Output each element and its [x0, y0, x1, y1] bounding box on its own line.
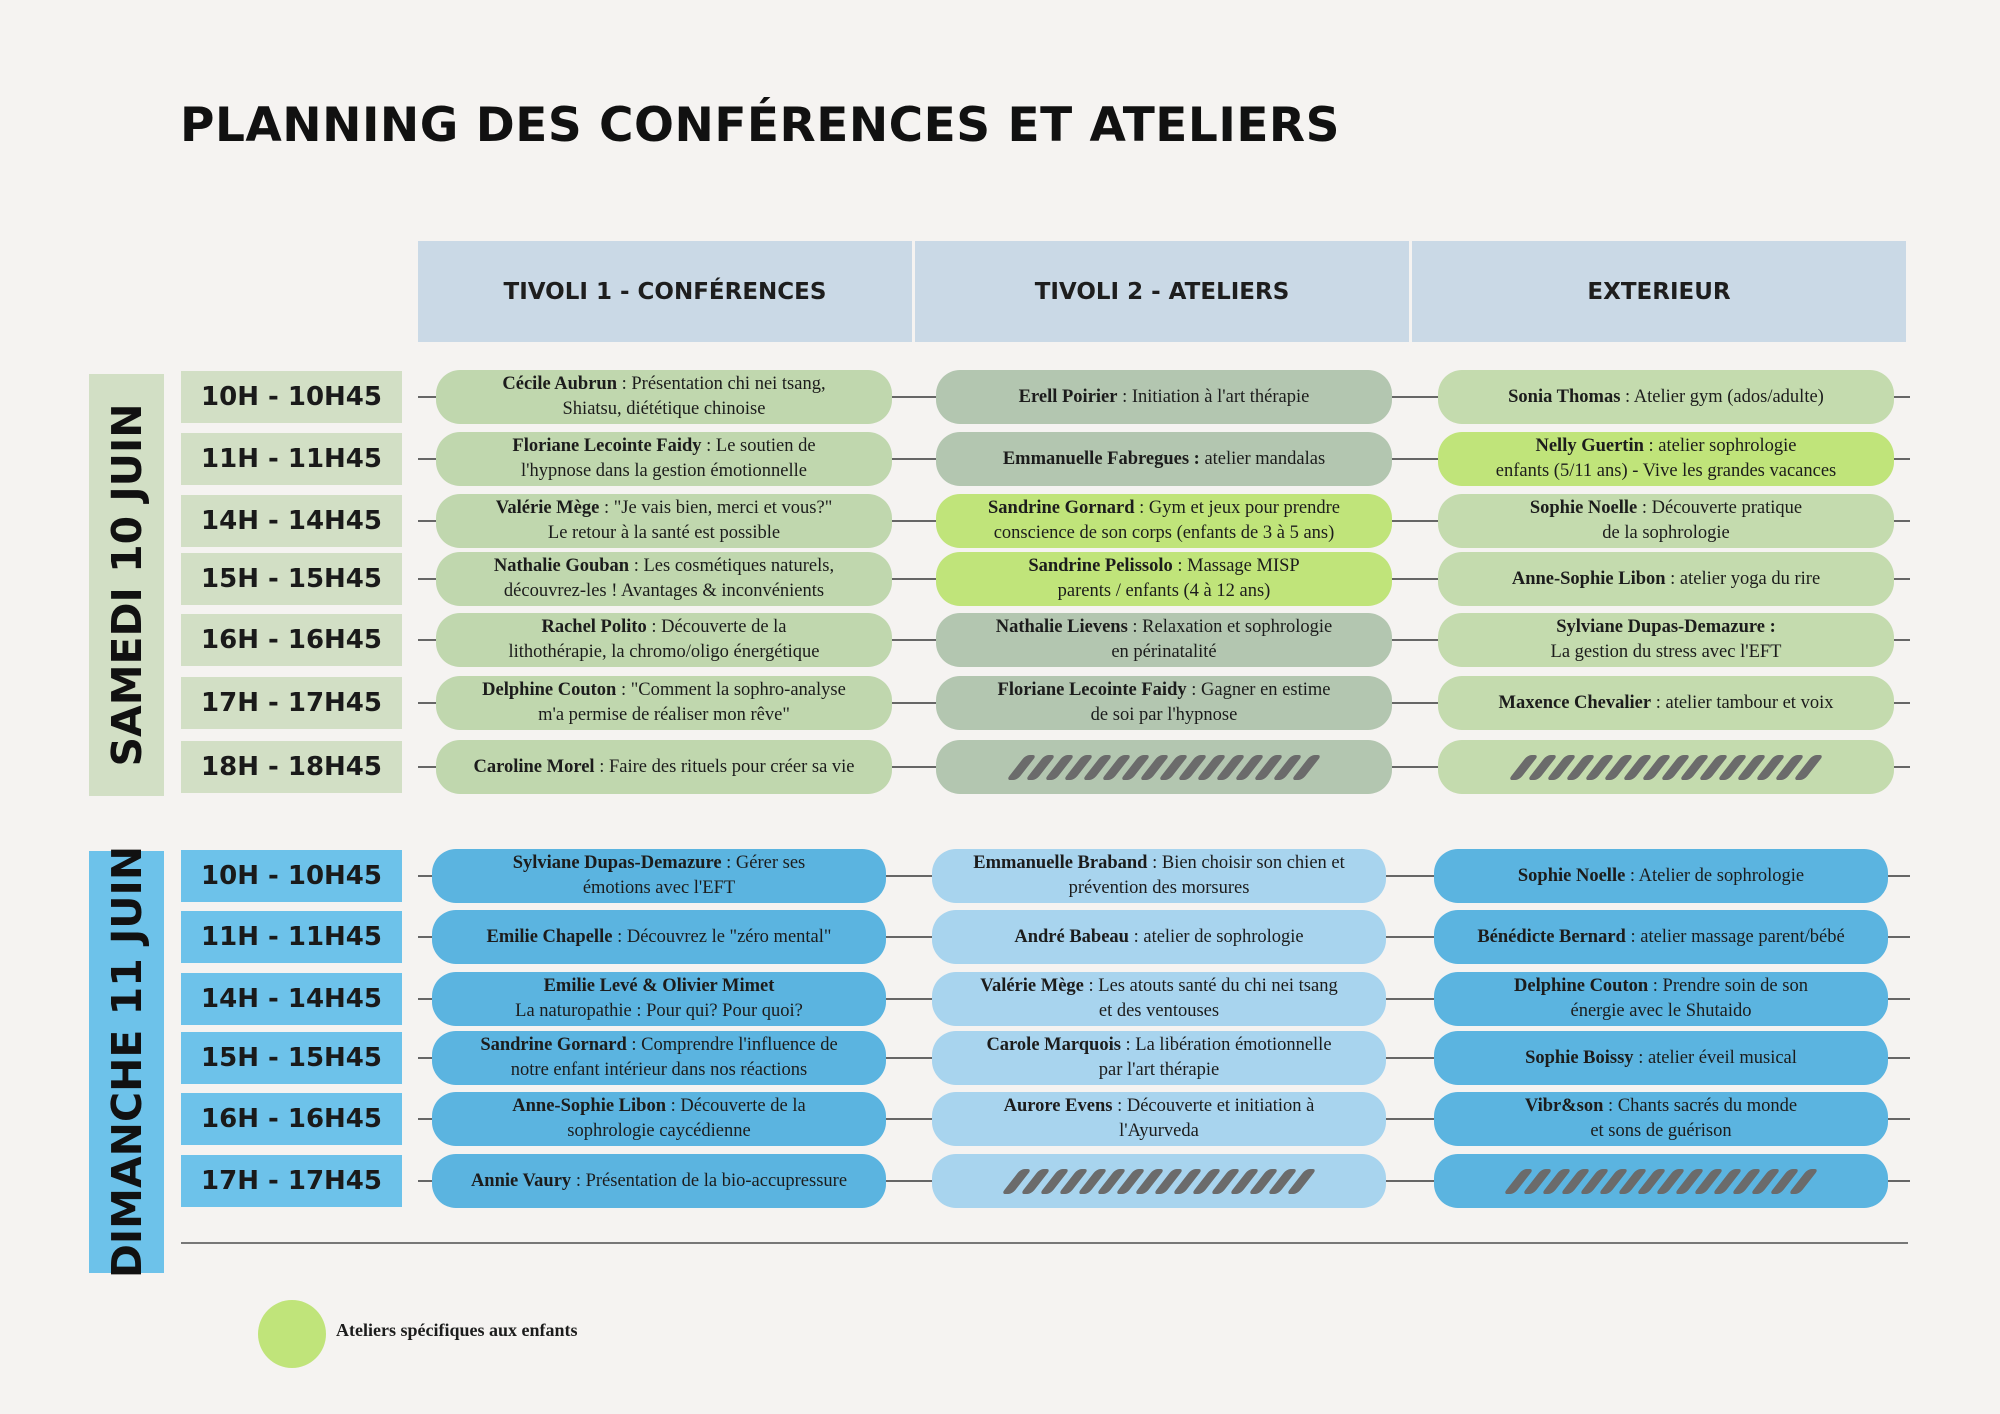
- session-text: [496, 496, 833, 546]
- speaker-name: Sophie Boissy: [1525, 1047, 1634, 1068]
- speaker-name: Sylviane Dupas-Demazure: [512, 853, 722, 873]
- time-slot: 14H - 14H45: [181, 495, 402, 547]
- session-text: [1004, 1094, 1315, 1144]
- session-text: [1525, 1094, 1797, 1144]
- speaker-name: Nathalie Lievens: [995, 617, 1128, 637]
- session-text: [482, 678, 846, 728]
- session-text: [512, 1094, 805, 1144]
- session-text: [1028, 554, 1299, 604]
- session-card-tivoli-2: [936, 370, 1392, 424]
- session-text: [1518, 864, 1804, 889]
- speaker-name: Aurore Evens: [1003, 1096, 1113, 1116]
- session-card-tivoli-1: [436, 494, 892, 548]
- speaker-name: Bénédicte Bernard: [1477, 926, 1626, 947]
- speaker-name: Emilie Levé & Olivier Mimet: [543, 976, 775, 996]
- session-card-tivoli-2: [936, 552, 1392, 606]
- session-description: : Massage MISP parents / enfants (4 à 12 ans): [1057, 556, 1300, 601]
- session-card-tivoli-2: [932, 972, 1386, 1026]
- speaker-name: Sylviane Dupas-Demazure :: [1556, 617, 1776, 637]
- session-card-exterieur: [1434, 1031, 1888, 1085]
- session-description: : Relaxation et sophrologie en périnatalité: [1111, 617, 1333, 662]
- speaker-name: Sandrine Gornard: [480, 1035, 627, 1055]
- speaker-name: Cécile Aubrun: [502, 374, 617, 394]
- empty-slot-exterieur: [1438, 740, 1894, 794]
- session-text: [973, 851, 1345, 901]
- speaker-name: Maxence Chevalier: [1498, 692, 1652, 713]
- session-text: [980, 974, 1337, 1024]
- session-text: [480, 1033, 837, 1083]
- session-description: : Gym et jeux pour prendre conscience de son corps (enfants de 3 à 5 ans): [993, 498, 1340, 543]
- session-card-tivoli-1: [432, 910, 886, 964]
- session-card-tivoli-2: [932, 849, 1386, 903]
- session-description: : Présentation de la bio-accupressure: [571, 1170, 848, 1191]
- session-card-tivoli-2: [932, 1092, 1386, 1146]
- session-text: [1014, 925, 1303, 950]
- session-text: [988, 496, 1340, 546]
- session-description: : Découverte de la sophrologie caycédienne: [567, 1096, 806, 1141]
- session-card-tivoli-1: [436, 676, 892, 730]
- session-text: [1551, 615, 1782, 665]
- session-text: [513, 851, 806, 901]
- session-card-tivoli-1: [432, 972, 886, 1026]
- speaker-name: Nathalie Gouban: [493, 556, 630, 576]
- speaker-name: Sophie Noelle: [1517, 865, 1626, 886]
- session-description: : atelier de sophrologie: [1128, 926, 1304, 947]
- session-description: : Prendre soin de son énergie avec le Shutaido: [1570, 976, 1808, 1021]
- speaker-name: Carole Marquois: [986, 1035, 1121, 1055]
- empty-slot-exterieur: [1434, 1154, 1888, 1208]
- speaker-name: Valérie Mège: [495, 498, 600, 518]
- time-slot: 17H - 17H45: [181, 677, 402, 729]
- session-description: La gestion du stress avec l'EFT: [1550, 642, 1782, 662]
- speaker-name: Caroline Morel: [473, 756, 595, 777]
- session-text: [471, 1169, 847, 1194]
- session-description: : atelier éveil musical: [1633, 1047, 1797, 1068]
- session-text: [487, 925, 832, 950]
- time-slot: 14H - 14H45: [181, 973, 402, 1025]
- empty-slot-tivoli-2: [936, 740, 1392, 794]
- session-description: : atelier tambour et voix: [1651, 692, 1834, 713]
- empty-slot-hatching: [1448, 1169, 1874, 1194]
- session-card-tivoli-1: [432, 849, 886, 903]
- session-text: [473, 755, 854, 780]
- speaker-name: Floriane Lecointe Faidy: [512, 436, 702, 456]
- speaker-name: Sandrine Pelissolo: [1028, 556, 1173, 576]
- speaker-name: Rachel Polito: [541, 617, 647, 637]
- session-description: : Comprendre l'influence de notre enfant intérieur dans nos réactions: [510, 1035, 838, 1080]
- session-text: [502, 372, 825, 422]
- session-text: [998, 678, 1331, 728]
- speaker-name: Anne-Sophie Libon: [1511, 568, 1666, 589]
- session-text: [1019, 385, 1310, 410]
- session-description: : Initiation à l'art thérapie: [1117, 386, 1310, 407]
- session-description: : Les atouts santé du chi nei tsang et des ventouses: [1088, 976, 1338, 1021]
- session-card-tivoli-1: [436, 552, 892, 606]
- session-card-tivoli-1: [432, 1092, 886, 1146]
- day-label-band: [89, 374, 164, 796]
- session-card-tivoli-2: [936, 494, 1392, 548]
- session-card-tivoli-1: [436, 613, 892, 667]
- session-text: [1514, 974, 1808, 1024]
- session-description: atelier mandalas: [1199, 448, 1326, 469]
- day-label: SAMEDI 10 JUIN: [102, 403, 151, 767]
- session-card-tivoli-1: [436, 740, 892, 794]
- session-card-exterieur: [1438, 432, 1894, 486]
- session-card-exterieur: [1434, 972, 1888, 1026]
- time-slot: 18H - 18H45: [181, 741, 402, 793]
- column-header-tivoli-1: TIVOLI 1 - CONFÉRENCES: [418, 241, 912, 342]
- session-description: : Découverte de la lithothérapie, la chromo/oligo énergétique: [508, 617, 820, 662]
- session-card-tivoli-1: [432, 1031, 886, 1085]
- speaker-name: André Babeau: [1014, 926, 1129, 947]
- session-description: : atelier yoga du rire: [1665, 568, 1821, 589]
- bottom-divider: [181, 1242, 1908, 1244]
- speaker-name: Emmanuelle Braband: [973, 853, 1148, 873]
- time-slot: 11H - 11H45: [181, 911, 402, 963]
- speaker-name: Annie Vaury: [470, 1170, 572, 1191]
- legend-kids-label: Ateliers spécifiques aux enfants: [336, 1320, 578, 1340]
- session-description: : Atelier de sophrologie: [1625, 865, 1805, 886]
- time-slot: 11H - 11H45: [181, 433, 402, 485]
- time-slot: 10H - 10H45: [181, 371, 402, 423]
- session-card-tivoli-1: [432, 1154, 886, 1208]
- day-label-band: [89, 845, 164, 1279]
- session-description: : La libération émotionnelle par l'art thérapie: [1098, 1035, 1332, 1080]
- session-description: : Découvrez le "zéro mental": [612, 926, 832, 947]
- session-description: : Bien choisir son chien et prévention des morsures: [1068, 853, 1345, 898]
- session-card-tivoli-2: [936, 432, 1392, 486]
- session-text: [1530, 496, 1802, 546]
- session-text: [1003, 447, 1325, 472]
- session-card-exterieur: [1438, 494, 1894, 548]
- speaker-name: Anne-Sophie Libon: [512, 1096, 666, 1116]
- session-text: [1477, 925, 1844, 950]
- speaker-name: Emilie Chapelle: [486, 926, 613, 947]
- session-card-exterieur: [1438, 552, 1894, 606]
- time-slot: 16H - 16H45: [181, 1093, 402, 1145]
- session-card-exterieur: [1438, 370, 1894, 424]
- session-description: La naturopathie : Pour qui? Pour quoi?: [515, 1001, 803, 1021]
- session-description: : Gérer ses émotions avec l'EFT: [582, 853, 806, 898]
- speaker-name: Sophie Noelle: [1529, 498, 1638, 518]
- column-header-tivoli-2: TIVOLI 2 - ATELIERS: [915, 241, 1409, 342]
- session-card-tivoli-2: [932, 1031, 1386, 1085]
- legend-kids-swatch: [258, 1300, 326, 1368]
- session-card-exterieur: [1438, 676, 1894, 730]
- empty-slot-hatching: [946, 1169, 1372, 1194]
- session-description: : Découverte pratique de la sophrologie: [1602, 498, 1803, 543]
- speaker-name: Vibr&son: [1524, 1096, 1604, 1116]
- session-text: [509, 615, 820, 665]
- session-text: [986, 1033, 1331, 1083]
- session-card-exterieur: [1438, 613, 1894, 667]
- session-text: [1508, 385, 1824, 410]
- session-card-tivoli-2: [936, 613, 1392, 667]
- session-card-exterieur: [1434, 910, 1888, 964]
- time-slot: 10H - 10H45: [181, 850, 402, 902]
- session-card-exterieur: [1434, 849, 1888, 903]
- session-description: : Le soutien de l'hypnose dans la gestion émotionnelle: [521, 436, 816, 481]
- session-card-tivoli-2: [936, 676, 1392, 730]
- session-card-tivoli-1: [436, 432, 892, 486]
- speaker-name: Floriane Lecointe Faidy: [997, 680, 1187, 700]
- session-card-tivoli-1: [436, 370, 892, 424]
- speaker-name: Delphine Couton: [482, 680, 617, 700]
- session-description: : Les cosmétiques naturels, découvrez-les ! Avantages & inconvénients: [503, 556, 835, 601]
- column-header-exterieur: EXTERIEUR: [1412, 241, 1906, 342]
- session-description: : Chants sacrés du monde et sons de guérison: [1590, 1096, 1798, 1141]
- empty-slot-tivoli-2: [932, 1154, 1386, 1208]
- speaker-name: Emmanuelle Fabregues :: [1002, 448, 1200, 469]
- session-text: [1496, 434, 1837, 484]
- session-text: [1512, 567, 1820, 592]
- speaker-name: Nelly Guertin: [1535, 436, 1644, 456]
- session-description: : "Je vais bien, merci et vous?" Le retour à la santé est possible: [547, 498, 833, 543]
- session-description: : Atelier gym (ados/adulte): [1620, 386, 1824, 407]
- day-label: DIMANCHE 11 JUIN: [102, 845, 151, 1279]
- session-text: [512, 434, 815, 484]
- session-description: : "Comment la sophro-analyse m'a permise de réaliser mon rêve": [538, 680, 846, 725]
- session-description: : Gagner en estime de soi par l'hypnose: [1090, 680, 1331, 725]
- time-slot: 15H - 15H45: [181, 1032, 402, 1084]
- page-title: PLANNING DES CONFÉRENCES ET ATELIERS: [180, 98, 1340, 153]
- session-text: [1525, 1046, 1797, 1071]
- session-text: [515, 974, 803, 1024]
- session-text: [1499, 691, 1834, 716]
- time-slot: 17H - 17H45: [181, 1155, 402, 1207]
- session-description: : atelier sophrologie enfants (5/11 ans) - Vive les grandes vacances: [1495, 436, 1837, 481]
- time-slot: 15H - 15H45: [181, 553, 402, 605]
- session-text: [494, 554, 834, 604]
- session-card-tivoli-2: [932, 910, 1386, 964]
- session-description: : Découverte et initiation à l'Ayurveda: [1117, 1096, 1315, 1141]
- session-description: : atelier massage parent/bébé: [1625, 926, 1845, 947]
- speaker-name: Erell Poirier: [1018, 386, 1118, 407]
- session-text: [996, 615, 1333, 665]
- empty-slot-hatching: [950, 755, 1378, 780]
- speaker-name: Sonia Thomas: [1508, 386, 1621, 407]
- empty-slot-hatching: [1452, 755, 1880, 780]
- speaker-name: Valérie Mège: [980, 976, 1084, 996]
- session-description: : Faire des rituels pour créer sa vie: [594, 756, 855, 777]
- session-card-exterieur: [1434, 1092, 1888, 1146]
- speaker-name: Sandrine Gornard: [988, 498, 1135, 518]
- speaker-name: Delphine Couton: [1514, 976, 1649, 996]
- session-description: : Présentation chi nei tsang, Shiatsu, diététique chinoise: [562, 374, 826, 419]
- time-slot: 16H - 16H45: [181, 614, 402, 666]
